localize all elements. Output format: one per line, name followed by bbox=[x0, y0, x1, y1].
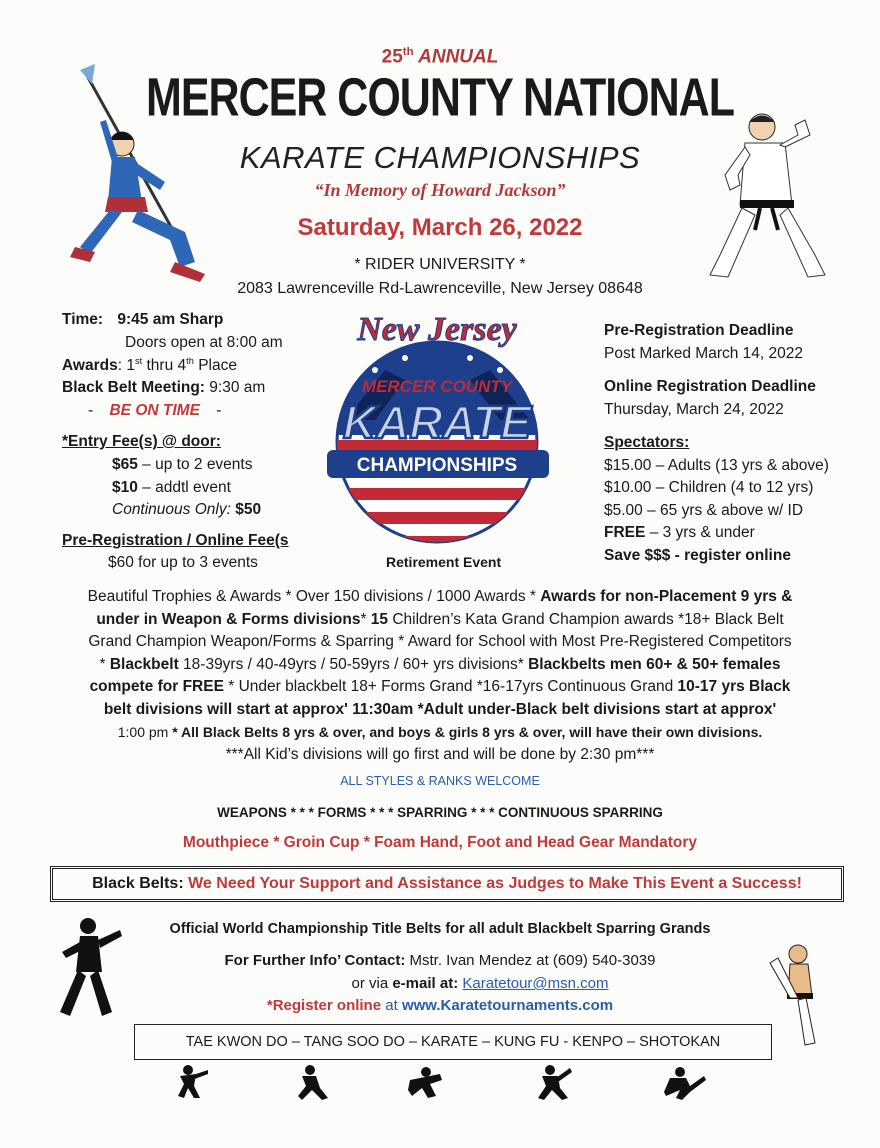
event-title-main: MERCER COUNTY NATIONAL bbox=[146, 68, 734, 128]
judges-label: Black Belts: bbox=[92, 875, 184, 892]
doors-open: Doors open at 8:00 am bbox=[125, 334, 283, 351]
spectator-price-seniors: $5.00 – 65 yrs & above w/ ID bbox=[604, 502, 804, 519]
venue-name: * RIDER UNIVERSITY * bbox=[354, 256, 526, 273]
details-7b: * All Black Belts 8 yrs & over, and boys & girls 8 yrs & over, will have their own divisions. bbox=[168, 724, 763, 740]
dash-right: - bbox=[216, 402, 222, 419]
email-link[interactable]: Karatetour@msn.com bbox=[462, 975, 609, 992]
logo-state-text: New Jersey bbox=[357, 311, 517, 348]
awards-sup-2: th bbox=[186, 356, 194, 366]
silhouette-4-icon bbox=[538, 1065, 572, 1100]
venue-address: 2083 Lawrenceville Rd-Lawrenceville, New Jersey 08648 bbox=[237, 280, 643, 297]
event-details-paragraph bbox=[30, 586, 850, 766]
logo-karate-text: KARATE bbox=[342, 396, 532, 448]
karate-gi-fighter-illustration bbox=[700, 105, 850, 285]
ink-fighter-left-illustration bbox=[40, 912, 130, 1022]
martial-styles-text: TAE KWON DO – TANG SOO DO – KARATE – KUNG FU - KENPO – SHOTOKAN bbox=[185, 1034, 721, 1050]
event-date: Saturday, March 26, 2022 bbox=[297, 214, 583, 241]
time-label: Time: bbox=[62, 311, 104, 328]
time-row bbox=[62, 311, 223, 329]
meeting-value: 9:30 am bbox=[209, 379, 266, 396]
silhouette-5-icon bbox=[664, 1067, 706, 1100]
details-4c: 18-39yrs / 40-49yrs / 50-59yrs / 60+ yrs divisions* bbox=[178, 655, 529, 673]
meeting-label: Black Belt Meeting: bbox=[62, 379, 205, 396]
fee-1-text: – up to 2 events bbox=[137, 456, 253, 473]
kung-fu-staff-fighter-illustration bbox=[60, 62, 220, 287]
details-line-2 bbox=[30, 609, 850, 632]
required-gear: Mouthpiece * Groin Cup * Foam Hand, Foot and Head Gear Mandatory bbox=[182, 834, 698, 851]
fee-1-amount: $65 bbox=[112, 456, 138, 473]
title-belts-line: Official World Championship Title Belts for all adult Blackbelt Sparring Grands bbox=[169, 921, 711, 937]
logo-county-text: MERCER COUNTY bbox=[361, 377, 513, 396]
awards-text-a: : 1 bbox=[117, 357, 135, 375]
details-4d: Blackbelts men 60+ & 50+ females bbox=[528, 655, 781, 673]
register-at: at bbox=[381, 997, 402, 1014]
judges-callout-box bbox=[50, 866, 844, 902]
online-deadline-value: Thursday, March 24, 2022 bbox=[604, 401, 784, 418]
details-1b: Awards for non-Placement 9 yrs & bbox=[540, 588, 793, 605]
contact-label: For Further Info’ Contact: bbox=[224, 952, 406, 969]
online-deadline-title: Online Registration Deadline bbox=[604, 378, 816, 395]
contact-value: Mstr. Ivan Mendez at (609) 540-3039 bbox=[405, 952, 656, 969]
details-1a: Beautiful Trophies & Awards * Over 150 divisions / 1000 Awards * bbox=[87, 588, 541, 605]
details-line-8: ***All Kid’s divisions will go first and will be done by 2:30 pm*** bbox=[225, 745, 655, 763]
fee-row-3 bbox=[112, 501, 261, 519]
retirement-event-caption: Retirement Event bbox=[386, 554, 502, 570]
register-online-label: *Register online bbox=[266, 997, 382, 1014]
fee-3-text: Continuous Only: bbox=[112, 501, 236, 518]
silhouette-3-icon bbox=[408, 1067, 442, 1098]
fee-row-2 bbox=[112, 479, 231, 497]
contact-line bbox=[0, 952, 880, 969]
be-on-time: BE ON TIME bbox=[109, 402, 200, 419]
free-text: – 3 yrs & under bbox=[645, 524, 755, 541]
anniversary-suffix: th bbox=[402, 46, 414, 58]
fee-3-amount: $50 bbox=[235, 501, 262, 518]
email-label: e-mail at: bbox=[392, 975, 459, 992]
details-line-5 bbox=[30, 676, 850, 699]
spectator-price-free bbox=[604, 524, 755, 542]
championship-logo bbox=[305, 310, 570, 550]
details-6b: *Adult under-Black belt divisions start at approx' bbox=[413, 700, 777, 718]
save-register-online: Save $$$ - register online bbox=[604, 547, 791, 564]
event-title-sub: KARATE CHAMPIONSHIPS bbox=[239, 140, 641, 175]
silhouette-row bbox=[160, 1062, 720, 1102]
details-4b: Blackbelt bbox=[109, 655, 179, 673]
entry-fee-heading: *Entry Fee(s) @ door: bbox=[62, 433, 221, 450]
anniversary-number: 25 bbox=[381, 46, 403, 68]
details-2d: Children’s Kata Grand Champion awards *18+ Black Belt bbox=[388, 610, 784, 628]
silhouette-2-icon bbox=[298, 1065, 328, 1100]
fee-2-amount: $10 bbox=[112, 479, 138, 496]
spectator-price-adults: $15.00 – Adults (13 yrs & above) bbox=[604, 457, 829, 474]
martial-styles-box bbox=[134, 1024, 772, 1060]
spectator-price-children: $10.00 – Children (4 to 12 yrs) bbox=[604, 479, 814, 496]
be-on-time-row bbox=[88, 402, 221, 420]
details-2c: 15 bbox=[370, 610, 389, 628]
details-5a: compete for FREE bbox=[89, 678, 224, 695]
kicking-fighter-right-illustration bbox=[760, 938, 840, 1048]
details-5b: * Under blackbelt 18+ Forms Grand *16-17yrs Continuous Grand bbox=[223, 678, 678, 695]
details-5c: 10-17 yrs Black bbox=[677, 678, 791, 695]
logo-championships-text: CHAMPIONSHIPS bbox=[356, 455, 518, 476]
prereg-heading: Pre-Registration / Online Fee(s bbox=[62, 532, 289, 549]
email-line bbox=[0, 975, 880, 992]
details-line-3: Grand Champion Weapon/Forms & Sparring * Award for School with Most Pre-Registered Competitors bbox=[88, 633, 792, 650]
details-line-4 bbox=[30, 654, 850, 677]
awards-label: Awards bbox=[62, 357, 118, 375]
black-belt-meeting bbox=[62, 379, 265, 397]
awards-sup-1: st bbox=[134, 356, 143, 366]
register-online-line bbox=[0, 997, 880, 1014]
fee-2-text: – addtl event bbox=[137, 479, 231, 496]
judges-text: We Need Your Support and Assistance as Judges to Make This Event a Success! bbox=[183, 875, 802, 892]
details-2a: under in Weapon & Forms divisions bbox=[96, 610, 361, 628]
awards-text-c: Place bbox=[193, 357, 237, 375]
prereg-deadline-value: Post Marked March 14, 2022 bbox=[604, 345, 804, 362]
register-url-link[interactable]: www.Karatetournaments.com bbox=[401, 997, 614, 1014]
free-label: FREE bbox=[604, 524, 646, 541]
memorial-line: “In Memory of Howard Jackson” bbox=[314, 180, 566, 200]
details-7a: 1:00 pm bbox=[117, 724, 169, 740]
awards-row bbox=[62, 356, 237, 375]
time-value: 9:45 am Sharp bbox=[117, 311, 224, 328]
silhouette-1-icon bbox=[178, 1065, 208, 1098]
details-4a: * bbox=[99, 655, 110, 673]
fee-row-1 bbox=[112, 456, 252, 474]
dash-left: - bbox=[88, 402, 94, 419]
details-line-7 bbox=[30, 721, 850, 744]
spectators-heading: Spectators: bbox=[604, 434, 690, 451]
details-line-6 bbox=[30, 699, 850, 722]
anniversary-text: ANNUAL bbox=[418, 46, 499, 68]
all-styles-welcome: ALL STYLES & RANKS WELCOME bbox=[340, 774, 540, 788]
awards-text-b: thru 4 bbox=[142, 357, 187, 375]
details-6a: belt divisions will start at approx' 11:30am bbox=[103, 700, 414, 718]
details-2b: * bbox=[360, 610, 371, 628]
email-prefix: or via bbox=[351, 975, 393, 992]
event-categories: WEAPONS * * * FORMS * * * SPARRING * * * CONTINUOUS SPARRING bbox=[217, 805, 663, 820]
details-line-1 bbox=[30, 586, 850, 609]
prereg-deadline-title: Pre-Registration Deadline bbox=[604, 322, 794, 339]
prereg-value: $60 for up to 3 events bbox=[108, 554, 258, 571]
